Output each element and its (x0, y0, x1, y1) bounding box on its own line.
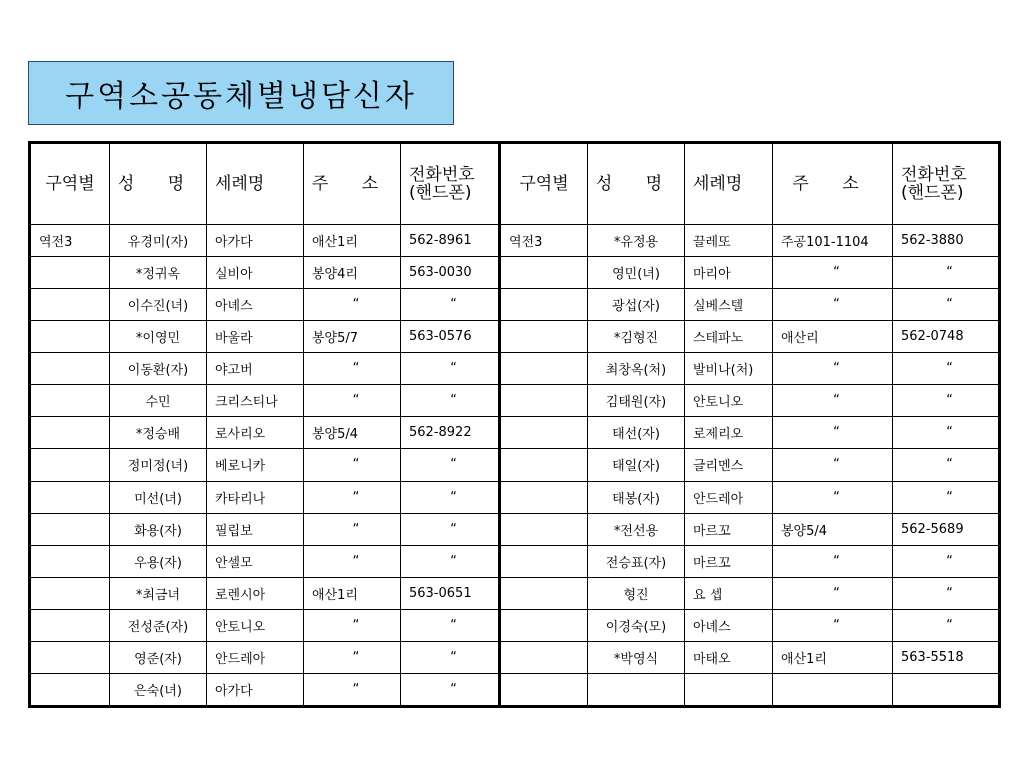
right-name-cell: 최창옥(처) (588, 353, 685, 385)
left-name-cell: *정승배 (110, 417, 207, 449)
right-baptism-cell: 마르꼬 (685, 513, 773, 545)
left-name-cell: 이수진(녀) (110, 289, 207, 321)
table-row (30, 321, 1000, 353)
right-phone-cell: 563-5518 (893, 641, 1000, 673)
right-name-cell: *박영식 (588, 641, 685, 673)
table-row (30, 257, 1000, 289)
right-address-cell (773, 673, 893, 706)
left-name-cell: *이영민 (110, 321, 207, 353)
left-baptism-cell: 베로니카 (207, 449, 304, 481)
left-phone-cell: “ (401, 545, 500, 577)
right-district-cell (500, 289, 588, 321)
right-district-cell (500, 449, 588, 481)
left-address-cell: 애산1리 (304, 225, 401, 257)
left-baptism-cell: 로사리오 (207, 417, 304, 449)
left-baptism-cell: 안드레아 (207, 641, 304, 673)
right-name-cell: 형진 (588, 577, 685, 609)
right-baptism-cell: 스테파노 (685, 321, 773, 353)
left-address-cell: “ (304, 673, 401, 706)
table-row (30, 289, 1000, 321)
right-address-cell: “ (773, 257, 893, 289)
right-phone-cell: “ (893, 609, 1000, 641)
header-name: 성 명 (110, 143, 207, 225)
right-name-cell: 태일(자) (588, 449, 685, 481)
table-row (30, 481, 1000, 513)
right-address-cell: “ (773, 353, 893, 385)
left-baptism-cell: 아가다 (207, 225, 304, 257)
left-phone-cell: “ (401, 641, 500, 673)
left-name-cell: 정미정(녀) (110, 449, 207, 481)
page-title: 구역소공동체별냉담신자 (65, 79, 417, 114)
header-baptism: 세례명 (207, 143, 304, 225)
right-district-cell (500, 609, 588, 641)
header-baptism-right: 세례명 (685, 143, 773, 225)
left-address-cell: “ (304, 481, 401, 513)
table-row (30, 513, 1000, 545)
left-district-cell: 역전3 (30, 225, 110, 257)
right-baptism-cell: 발비나(처) (685, 353, 773, 385)
left-district-cell (30, 513, 110, 545)
left-district-cell (30, 289, 110, 321)
right-baptism-cell: 안토니오 (685, 385, 773, 417)
left-name-cell: 유경미(자) (110, 225, 207, 257)
right-baptism-cell: 로제리오 (685, 417, 773, 449)
right-address-cell: “ (773, 577, 893, 609)
header-phone-line2: (핸드폰) (409, 183, 472, 203)
left-name-cell: 미선(녀) (110, 481, 207, 513)
left-name-cell: 전성준(자) (110, 609, 207, 641)
left-address-cell: “ (304, 385, 401, 417)
table-row (30, 609, 1000, 641)
left-phone-cell: 562-8961 (401, 225, 500, 257)
left-address-cell: 애산1리 (304, 577, 401, 609)
right-phone-cell: 562-3880 (893, 225, 1000, 257)
header-district: 구역별 (30, 143, 110, 225)
right-district-cell: 역전3 (500, 225, 588, 257)
left-name-cell: 화용(자) (110, 513, 207, 545)
right-baptism-cell: 글리멘스 (685, 449, 773, 481)
right-district-cell (500, 353, 588, 385)
left-address-cell: 봉양5/7 (304, 321, 401, 353)
right-phone-cell: “ (893, 257, 1000, 289)
left-phone-cell: “ (401, 609, 500, 641)
left-phone-cell: “ (401, 481, 500, 513)
right-address-cell: “ (773, 545, 893, 577)
left-address-cell: “ (304, 353, 401, 385)
right-address-cell: 애산리 (773, 321, 893, 353)
table-row (30, 353, 1000, 385)
left-address-cell: “ (304, 449, 401, 481)
left-baptism-cell: 바울라 (207, 321, 304, 353)
left-address-cell: “ (304, 641, 401, 673)
right-baptism-cell: 아녜스 (685, 609, 773, 641)
header-district-right: 구역별 (500, 143, 588, 225)
right-phone-cell: “ (893, 545, 1000, 577)
left-address-cell: “ (304, 609, 401, 641)
left-name-cell: 이동환(자) (110, 353, 207, 385)
right-address-cell: “ (773, 417, 893, 449)
left-baptism-cell: 안토니오 (207, 609, 304, 641)
left-baptism-cell: 카타리나 (207, 481, 304, 513)
right-district-cell (500, 321, 588, 353)
right-phone-cell: 562-0748 (893, 321, 1000, 353)
right-phone-cell (893, 673, 1000, 706)
roster-body (30, 225, 1000, 707)
right-baptism-cell: 요 셉 (685, 577, 773, 609)
left-address-cell: “ (304, 545, 401, 577)
left-address-cell: “ (304, 289, 401, 321)
table-row (30, 225, 1000, 257)
right-name-cell (588, 673, 685, 706)
right-phone-cell: “ (893, 577, 1000, 609)
table-row (30, 417, 1000, 449)
left-phone-cell: 563-0576 (401, 321, 500, 353)
left-phone-cell: 563-0030 (401, 257, 500, 289)
right-name-cell: 태선(자) (588, 417, 685, 449)
left-district-cell (30, 353, 110, 385)
header-phone-line1: 전화번호 (409, 165, 475, 185)
right-district-cell (500, 257, 588, 289)
table-row (30, 545, 1000, 577)
header-phone-right-line2: (핸드폰) (901, 183, 964, 203)
left-address-cell: 봉양5/4 (304, 417, 401, 449)
right-phone-cell: “ (893, 353, 1000, 385)
left-phone-cell: 562-8922 (401, 417, 500, 449)
right-name-cell: *전선용 (588, 513, 685, 545)
right-baptism-cell (685, 673, 773, 706)
right-baptism-cell: 안드레아 (685, 481, 773, 513)
left-phone-cell: “ (401, 513, 500, 545)
left-baptism-cell: 실비아 (207, 257, 304, 289)
right-phone-cell: 562-5689 (893, 513, 1000, 545)
right-district-cell (500, 545, 588, 577)
right-name-cell: *김형진 (588, 321, 685, 353)
right-address-cell: “ (773, 609, 893, 641)
left-phone-cell: “ (401, 673, 500, 706)
right-district-cell (500, 641, 588, 673)
right-district-cell (500, 385, 588, 417)
right-phone-cell: “ (893, 481, 1000, 513)
header-phone-right (893, 143, 1000, 225)
right-address-cell: “ (773, 289, 893, 321)
right-district-cell (500, 577, 588, 609)
left-address-cell: 봉양4리 (304, 257, 401, 289)
left-name-cell: 수민 (110, 385, 207, 417)
right-phone-cell: “ (893, 289, 1000, 321)
left-name-cell: *정귀옥 (110, 257, 207, 289)
right-district-cell (500, 673, 588, 706)
right-address-cell: 애산1리 (773, 641, 893, 673)
right-baptism-cell: 마리아 (685, 257, 773, 289)
table-row (30, 449, 1000, 481)
left-phone-cell: “ (401, 449, 500, 481)
right-name-cell: 이경숙(모) (588, 609, 685, 641)
right-district-cell (500, 513, 588, 545)
right-name-cell: 영민(녀) (588, 257, 685, 289)
table-row (30, 673, 1000, 706)
left-district-cell (30, 609, 110, 641)
roster-table (28, 141, 1001, 708)
left-district-cell (30, 481, 110, 513)
right-district-cell (500, 417, 588, 449)
left-baptism-cell: 아녜스 (207, 289, 304, 321)
right-name-cell: 전승표(자) (588, 545, 685, 577)
right-name-cell: 김태원(자) (588, 385, 685, 417)
right-baptism-cell: 끌레또 (685, 225, 773, 257)
left-district-cell (30, 257, 110, 289)
right-name-cell: 태봉(자) (588, 481, 685, 513)
right-name-cell: *유정용 (588, 225, 685, 257)
left-baptism-cell: 아가다 (207, 673, 304, 706)
left-district-cell (30, 641, 110, 673)
right-phone-cell: “ (893, 449, 1000, 481)
left-baptism-cell: 안셀모 (207, 545, 304, 577)
left-name-cell: *최금녀 (110, 577, 207, 609)
left-baptism-cell: 크리스티나 (207, 385, 304, 417)
left-address-cell: “ (304, 513, 401, 545)
right-address-cell: 봉양5/4 (773, 513, 893, 545)
left-phone-cell: 563-0651 (401, 577, 500, 609)
left-district-cell (30, 385, 110, 417)
right-address-cell: “ (773, 449, 893, 481)
right-baptism-cell: 마태오 (685, 641, 773, 673)
right-address-cell: “ (773, 385, 893, 417)
left-name-cell: 은숙(녀) (110, 673, 207, 706)
right-district-cell (500, 481, 588, 513)
header-phone (401, 143, 500, 225)
right-phone-cell: “ (893, 417, 1000, 449)
left-phone-cell: “ (401, 353, 500, 385)
header-name-right: 성 명 (588, 143, 685, 225)
left-name-cell: 영준(자) (110, 641, 207, 673)
right-baptism-cell: 마르꼬 (685, 545, 773, 577)
header-phone-right-line1: 전화번호 (901, 165, 967, 185)
left-baptism-cell: 필립보 (207, 513, 304, 545)
left-baptism-cell: 로렌시아 (207, 577, 304, 609)
left-phone-cell: “ (401, 385, 500, 417)
left-name-cell: 우용(자) (110, 545, 207, 577)
right-address-cell: 주공101-1104 (773, 225, 893, 257)
header-row (30, 143, 1000, 225)
right-address-cell: “ (773, 481, 893, 513)
right-baptism-cell: 실베스텔 (685, 289, 773, 321)
left-district-cell (30, 577, 110, 609)
left-district-cell (30, 449, 110, 481)
left-district-cell (30, 417, 110, 449)
left-baptism-cell: 야고버 (207, 353, 304, 385)
left-district-cell (30, 673, 110, 706)
header-address: 주 소 (304, 143, 401, 225)
left-district-cell (30, 321, 110, 353)
left-phone-cell: “ (401, 289, 500, 321)
title-banner (28, 61, 454, 125)
header-address-right: 주 소 (773, 143, 893, 225)
left-district-cell (30, 545, 110, 577)
right-name-cell: 광섭(자) (588, 289, 685, 321)
table-row (30, 577, 1000, 609)
right-phone-cell: “ (893, 385, 1000, 417)
table-row (30, 641, 1000, 673)
table-row (30, 385, 1000, 417)
